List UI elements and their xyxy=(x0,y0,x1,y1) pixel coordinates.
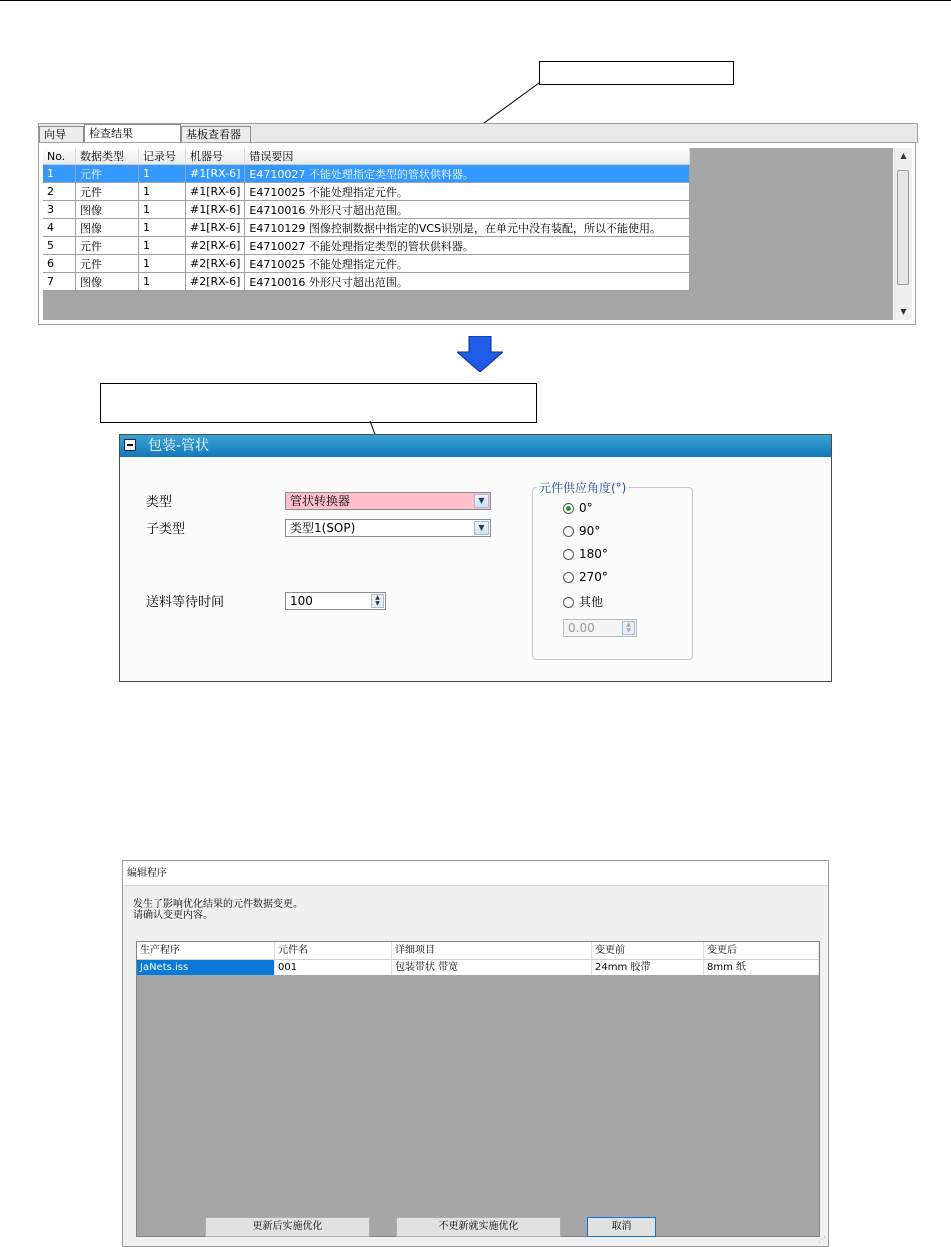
change-col-header[interactable]: 元件名 xyxy=(275,942,392,959)
chevron-down-icon[interactable]: ▼ xyxy=(474,494,489,508)
table-cell: E4710016 外形尺寸超出范围。 xyxy=(245,273,690,291)
supply-angle-title: 元件供应角度(°) xyxy=(539,481,627,495)
table-cell: #1[RX-6] xyxy=(186,183,245,201)
table-cell: 1 xyxy=(139,201,186,219)
table-cell: 1 xyxy=(139,183,186,201)
tab-wizard[interactable]: 向导 xyxy=(39,126,84,142)
dialog-message-2: 请确认变更内容。 xyxy=(133,910,213,921)
list-cell: 24mm 胶带 xyxy=(592,960,704,975)
error-grid xyxy=(43,148,893,320)
feed-wait-label: 送料等待时间 xyxy=(146,595,225,610)
table-cell: 1 xyxy=(139,165,186,183)
table-cell: 4 xyxy=(43,219,76,237)
tab-board-viewer[interactable]: 基板查看器 xyxy=(181,126,251,142)
tab-check-results[interactable]: 检查结果 xyxy=(84,124,181,143)
change-col-header[interactable]: 变更前 xyxy=(592,942,704,959)
error-grid-scrollbar[interactable] xyxy=(894,148,912,320)
radio-icon[interactable] xyxy=(563,572,574,583)
col-error-cause[interactable]: 错误要因 xyxy=(245,148,690,165)
supply-angle-group xyxy=(532,481,693,660)
angle-radio-label: 90° xyxy=(579,524,601,538)
angle-radio-label: 0° xyxy=(579,501,593,515)
change-col-header[interactable]: 详细项目 xyxy=(392,942,592,959)
table-cell: E4710016 外形尺寸超出范围。 xyxy=(245,201,690,219)
table-row[interactable] xyxy=(43,183,690,201)
angle-radio-4[interactable] xyxy=(563,593,603,610)
collapse-icon[interactable] xyxy=(124,439,136,451)
other-angle-stepper[interactable] xyxy=(563,619,637,637)
table-cell: 7 xyxy=(43,273,76,291)
list-cell: 001 xyxy=(275,960,392,975)
radio-icon[interactable] xyxy=(563,597,574,608)
col-record-no[interactable]: 记录号 xyxy=(139,148,186,165)
table-cell: 图像 xyxy=(76,201,139,219)
angle-radio-label: 其他 xyxy=(579,595,604,609)
table-cell: 3 xyxy=(43,201,76,219)
table-cell: #2[RX-6] xyxy=(186,273,245,291)
table-row[interactable] xyxy=(43,273,690,291)
angle-radio-0[interactable] xyxy=(563,501,593,515)
table-cell: #1[RX-6] xyxy=(186,165,245,183)
edit-program-dialog xyxy=(122,860,829,1247)
feed-wait-stepper[interactable] xyxy=(285,592,386,610)
table-cell: 元件 xyxy=(76,255,139,273)
error-table xyxy=(43,148,690,291)
table-cell: E4710027 不能处理指定类型的管状供料器。 xyxy=(245,237,690,255)
type-label: 类型 xyxy=(146,495,173,510)
package-panel-body xyxy=(120,457,831,681)
col-data-type[interactable]: 数据类型 xyxy=(76,148,139,165)
table-cell: #1[RX-6] xyxy=(186,201,245,219)
col-no[interactable]: No. xyxy=(43,148,76,165)
other-angle-value: 0.00 xyxy=(568,621,595,635)
table-cell: 1 xyxy=(139,237,186,255)
package-tube-panel xyxy=(119,434,832,682)
package-panel-header xyxy=(120,435,831,457)
radio-icon[interactable] xyxy=(563,526,574,537)
table-row[interactable] xyxy=(43,201,690,219)
table-cell: E4710025 不能处理指定元件。 xyxy=(245,255,690,273)
change-list xyxy=(136,941,820,1237)
table-cell: 元件 xyxy=(76,237,139,255)
table-cell: E4710027 不能处理指定类型的管状供料器。 xyxy=(245,165,690,183)
table-cell: 元件 xyxy=(76,165,139,183)
type-select[interactable] xyxy=(285,492,491,510)
down-arrow-icon xyxy=(457,336,503,372)
table-cell: E4710129 图像控制数据中指定的VCS识别是，在单元中没有装配，所以不能使用。 xyxy=(245,219,690,237)
resize-grip-icon[interactable]: ⋰ xyxy=(818,1235,826,1244)
package-panel-title: 包装-管状 xyxy=(148,438,210,454)
error-list-panel xyxy=(38,142,916,325)
list-cell: 包装带状 带宽 xyxy=(392,960,592,975)
error-table-header xyxy=(43,148,690,165)
table-cell: 图像 xyxy=(76,219,139,237)
change-col-header[interactable]: 变更后 xyxy=(704,942,819,959)
scroll-up-icon[interactable]: ▲ xyxy=(900,151,907,160)
stepper-arrows-icon[interactable]: ▲ ▼ xyxy=(622,621,635,635)
stepper-arrows-icon[interactable]: ▲ ▼ xyxy=(371,594,384,608)
subtype-select-value: 类型1(SOP) xyxy=(290,521,356,535)
table-cell: 图像 xyxy=(76,273,139,291)
dialog-title: 编辑程序 xyxy=(123,861,828,886)
optimize-without-update-button[interactable]: 不更新就实施优化 xyxy=(396,1217,561,1237)
table-cell: 1 xyxy=(139,219,186,237)
list-item[interactable] xyxy=(137,960,819,975)
cancel-button[interactable]: 取消 xyxy=(587,1217,656,1237)
angle-radio-1[interactable] xyxy=(563,524,600,538)
table-cell: #2[RX-6] xyxy=(186,255,245,273)
table-cell: #1[RX-6] xyxy=(186,219,245,237)
subtype-select[interactable] xyxy=(285,519,491,537)
angle-radio-label: 270° xyxy=(579,570,608,584)
change-list-header xyxy=(137,942,819,960)
list-cell: JaNets.iss xyxy=(137,960,275,975)
table-row[interactable] xyxy=(43,255,690,273)
angle-radio-label: 180° xyxy=(579,547,608,561)
table-cell: 2 xyxy=(43,183,76,201)
table-cell: 6 xyxy=(43,255,76,273)
optimize-after-update-button[interactable]: 更新后实施优化 xyxy=(205,1217,370,1237)
angle-radio-3[interactable] xyxy=(563,570,608,584)
table-cell: 元件 xyxy=(76,183,139,201)
chevron-down-icon[interactable]: ▼ xyxy=(474,521,489,535)
table-cell: 1 xyxy=(43,165,76,183)
col-machine-no[interactable]: 机器号 xyxy=(186,148,245,165)
table-cell: 5 xyxy=(43,237,76,255)
list-cell: 8mm 纸 xyxy=(704,960,819,975)
table-row[interactable] xyxy=(43,165,690,183)
scroll-thumb[interactable] xyxy=(897,170,909,285)
table-cell: E4710025 不能处理指定元件。 xyxy=(245,183,690,201)
tab-strip xyxy=(38,123,918,143)
radio-icon[interactable] xyxy=(563,549,574,560)
table-row[interactable] xyxy=(43,237,690,255)
angle-radio-2[interactable] xyxy=(563,547,608,561)
table-cell: #2[RX-6] xyxy=(186,237,245,255)
change-col-header[interactable]: 生产程序 xyxy=(137,942,275,959)
type-select-value: 管状转换器 xyxy=(290,494,351,508)
radio-icon[interactable] xyxy=(563,503,574,514)
table-cell: 1 xyxy=(139,255,186,273)
subtype-label: 子类型 xyxy=(146,522,186,537)
table-cell: 1 xyxy=(139,273,186,291)
feed-wait-value: 100 xyxy=(290,594,313,608)
dialog-message-1: 发生了影响优化结果的元件数据变更。 xyxy=(133,899,303,910)
table-row[interactable] xyxy=(43,219,690,237)
scroll-down-icon[interactable]: ▼ xyxy=(900,307,907,316)
